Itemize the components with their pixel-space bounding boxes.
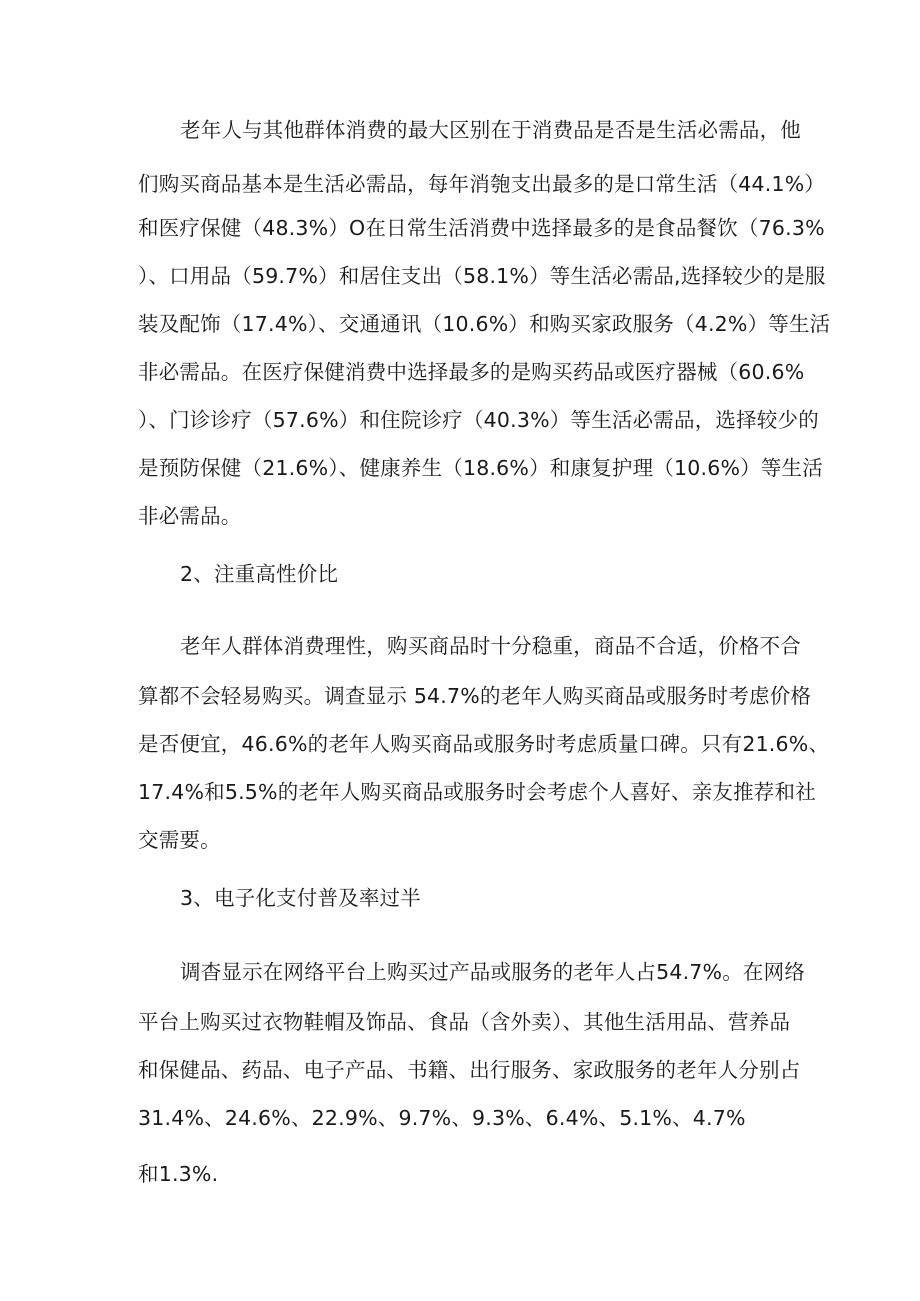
paragraph1-line-4: ）、口用品（59.7%）和居住支出（58.1%）等生活必需品,选择较少的是服 <box>138 264 826 288</box>
paragraph3-line-1: 调杳显示在网络平台上购买过产品或服务的老年人占54.7%。在网络 <box>180 960 806 984</box>
paragraph3-line-5: 和1.3%. <box>138 1162 219 1186</box>
paragraph2-line-3: 是否便宜，46.6%的老年人购买商品或服务时考虑质量口碑。只有21.6%、 <box>138 732 830 756</box>
paragraph2-line-2: 算都不会轻易购买。调查显示 54.7%的老年人购买商品或服务时考虑价格 <box>138 684 812 708</box>
paragraph1-line-9: 非必需品。 <box>138 504 242 528</box>
paragraph2-line-5: 交需要。 <box>138 828 221 852</box>
paragraph1-line-5: 装及配饰（17.4%）、交通通讯（10.6%）和购买家政服务（4.2%）等生活 <box>138 312 831 336</box>
paragraph3-line-2: 平台上购买过衣物鞋帽及饰品、食品（含外卖）、其他生活用品、营养品 <box>138 1010 791 1034</box>
paragraph1-line-3: 和医疗保健（48.3%）O在日常生活消费中选择最多的是食品餐饮（76.3% <box>138 216 825 240</box>
paragraph1-line-6: 非必需品。在医疗保健消费中选择最多的是购买药品或医疗器械（60.6% <box>138 360 805 384</box>
paragraph1-line-8: 是预防保健（21.6%）、健康养生（18.6%）和康复护理（10.6%）等生活 <box>138 456 823 480</box>
paragraph2-line-1: 老年人群体消费理性，购买商品时十分稳重，商品不合适，价格不合 <box>180 634 801 658</box>
paragraph3-line-3: 和保健品、药品、电子产品、书籍、出行服务、家政服务的老年人分别占 <box>138 1058 801 1082</box>
section-heading-3: 3、电子化支付普及率过半 <box>180 886 421 910</box>
paragraph1-line-7: ）、门诊诊疗（57.6%）和住院诊疗（40.3%）等生活必需品，选择较少的 <box>138 408 819 432</box>
paragraph1-line-2: 们购买商品基本是生活必需品，每年消匏支出最多的是口常生活（44.1%） <box>138 172 826 196</box>
paragraph2-line-4: 17.4%和5.5%的老年人购买商品或服务时会考虑个人喜好、亲友推荐和社 <box>138 780 816 804</box>
paragraph3-line-4: 31.4%、24.6%、22.9%、9.7%、9.3%、6.4%、5.1%、4.7% <box>138 1106 746 1130</box>
paragraph1-line-1: 老年人与其他群体消费的最大区别在于消费品是否是生活必需品，他 <box>180 118 801 142</box>
section-heading-2: 2、注重高性价比 <box>180 562 339 586</box>
